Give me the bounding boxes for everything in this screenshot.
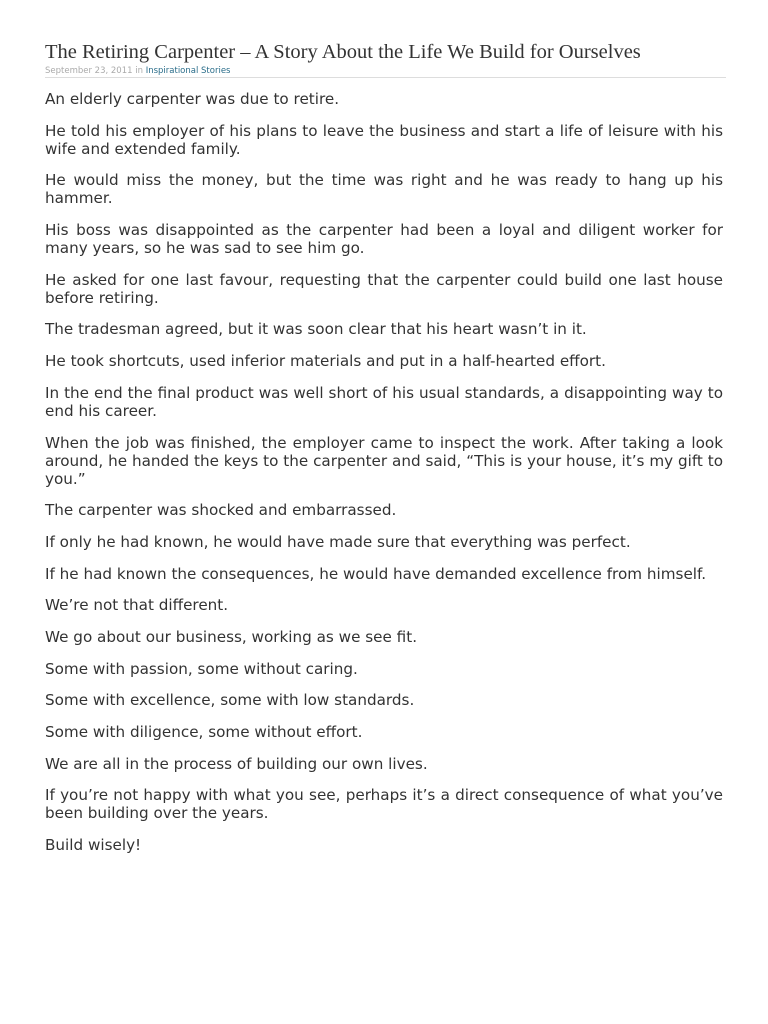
paragraph: Some with diligence, some without effort. [45,723,363,741]
article-meta [45,66,726,78]
article [45,38,723,868]
paragraph: Some with excellence, some with low standards. [45,691,415,710]
paragraph: He asked for one last favour, requesting that the carpenter could build one last house before retiring. [45,270,723,307]
paragraph: We are all in the process of building our own lives. [45,754,428,773]
category-link[interactable]: Inspirational Stories [145,66,231,76]
paragraph: When the job was finished, the employer came to inspect the work. After taking a look around, he handed the keys to the carpenter and said, “This is your house, it’s my gift to you.” [45,433,723,488]
paragraph: If you’re not happy with what you see, perhaps it’s a direct consequence of what you’ve been building over the years. [45,786,723,823]
paragraph: We go about our business, working as we see fit. [45,627,418,646]
article-body [45,90,723,854]
article-title: The Retiring Carpenter – A Story About the Life We Build for Ourselves [45,41,641,63]
paragraph: He took shortcuts, used inferior materials and put in a half-hearted effort. [45,352,606,371]
paragraph: An elderly carpenter was due to retire. [45,90,340,108]
paragraph: If only he had known, he would have made sure that everything was perfect. [45,532,631,551]
paragraph: In the end the final product was well short of his usual standards, a disappointing way to end his career. [45,383,723,420]
paragraph: His boss was disappointed as the carpenter had been a loyal and diligent worker for many years, so he was sad to see him go. [45,221,723,258]
paragraph: The carpenter was shocked and embarrassed. [45,501,397,520]
paragraph: He told his employer of his plans to leave the business and start a life of leisure with his wife and extended family. [45,121,723,158]
paragraph: If he had known the consequences, he would have demanded excellence from himself. [45,564,707,583]
meta-in-label: in [135,66,143,76]
paragraph: Build wisely! [45,836,142,855]
paragraph: He would miss the money, but the time was right and he was ready to hang up his hammer. [45,171,723,208]
paragraph: The tradesman agreed, but it was soon clear that his heart wasn’t in it. [45,320,587,339]
paragraph: We’re not that different. [45,596,229,615]
paragraph: Some with passion, some without caring. [45,659,358,678]
article-date: September 23, 2011 [45,66,133,76]
